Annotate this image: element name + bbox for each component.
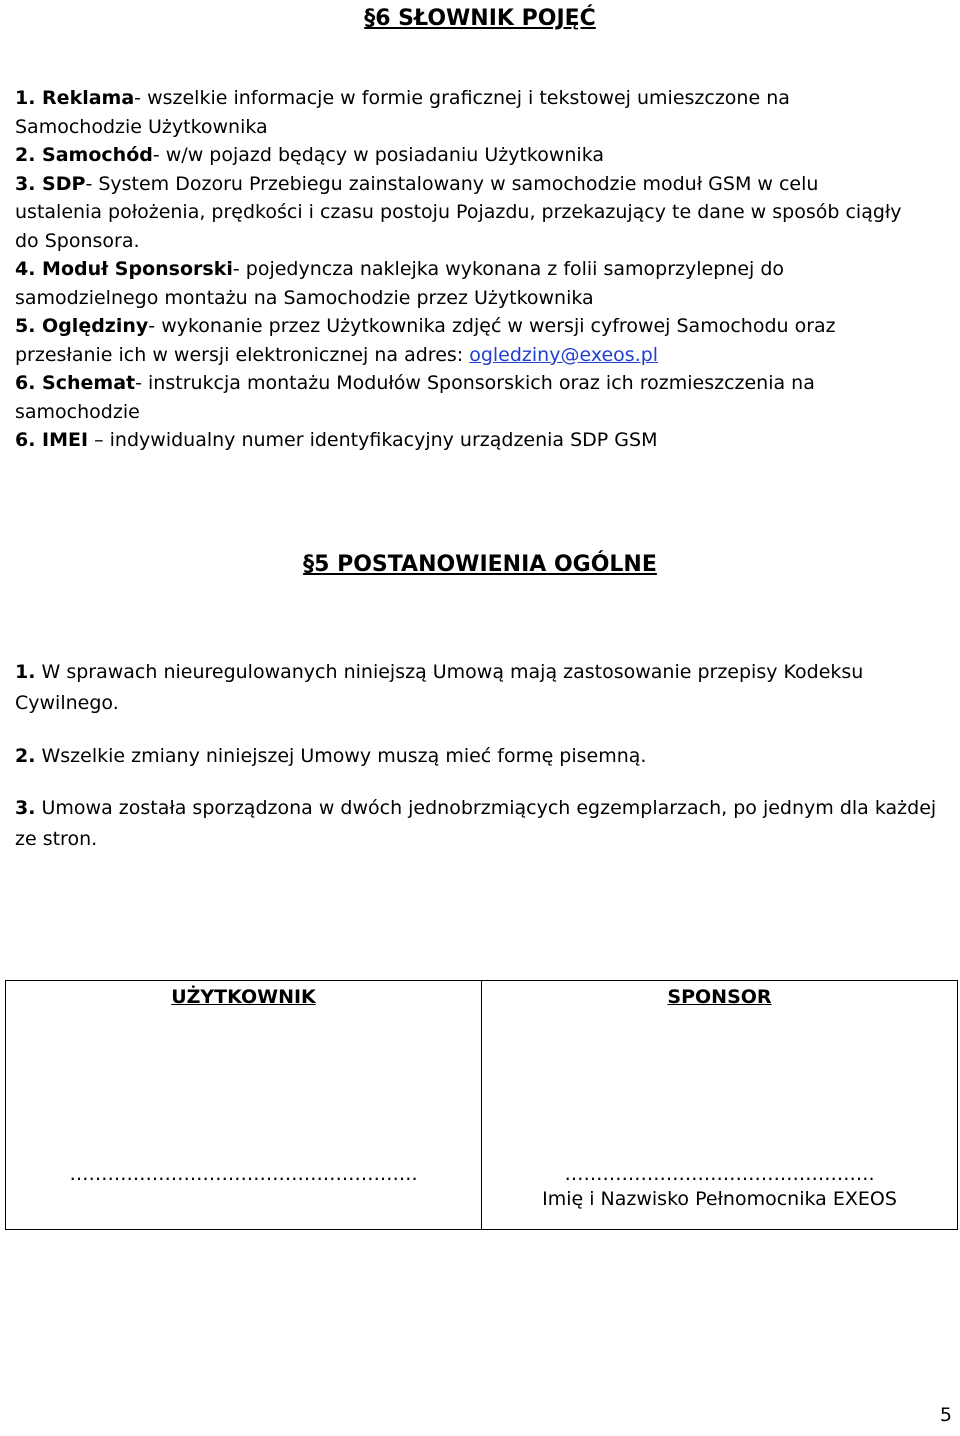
sponsor-signature-cell (482, 981, 958, 1230)
definition-line (15, 84, 950, 113)
user-signature-line: ………………………………………………. (69, 1163, 418, 1185)
section6-title: §6 SŁOWNIK POJĘĆ (364, 6, 596, 31)
definition-term: 3. SDP (15, 172, 86, 195)
definition-text: samodzielnego montażu na Samochodzie przez Użytkownika (15, 286, 594, 309)
sponsor-signature-line: …………………………………………. (564, 1163, 875, 1185)
definition-text: – indywidualny numer identyfikacyjny urządzenia SDP GSM (88, 429, 658, 451)
definition-line (15, 369, 950, 398)
definition-line (15, 255, 950, 284)
definition-text: - pojedyncza naklejka wykonana z folii samoprzylepnej do (232, 258, 785, 280)
definition-text: samochodzie (15, 400, 140, 423)
definition-text: - w/w pojazd będący w posiadaniu Użytkownika (152, 144, 605, 166)
definition-text: przesłanie ich w wersji elektronicznej na adres: (15, 343, 470, 366)
definition-term: 4. Moduł Sponsorski (15, 258, 233, 280)
general-provision-1: 1. W sprawach nieuregulowanych niniejszą Umową mają zastosowanie przepisy Kodeksu Cywilnego. (15, 661, 864, 714)
definitions-list (15, 84, 950, 455)
definition-line (15, 141, 950, 170)
definition-text: Samochodzie Użytkownika (15, 115, 268, 138)
general-provision-3: 3. Umowa została sporządzona w dwóch jednobrzmiących egzemplarzach, po jednym dla każdej ze stron. (15, 797, 937, 850)
user-signature-header: UŻYTKOWNIK (171, 986, 316, 1008)
definition-term: 1. Reklama (15, 87, 135, 109)
definition-line (15, 284, 950, 313)
definition-term: 6. Schemat (15, 372, 136, 394)
user-signature-cell (6, 981, 482, 1230)
definition-term: 2. Samochód (15, 144, 153, 166)
page-number: 5 (939, 1404, 952, 1426)
definition-line (15, 170, 950, 199)
email-link[interactable]: ogledziny@exeos.pl (469, 343, 659, 366)
definition-term: 6. IMEI (15, 429, 89, 451)
section5-title: §5 POSTANOWIENIA OGÓLNE (303, 552, 657, 577)
definition-text: ustalenia położenia, prędkości i czasu postoju Pojazdu, przekazujący te dane w sposób ciągły (15, 201, 902, 223)
signature-table (5, 980, 958, 1230)
definition-line (15, 198, 950, 227)
definition-line (15, 113, 950, 142)
definition-line (15, 398, 950, 427)
definition-line (15, 426, 950, 455)
definition-text: - wykonanie przez Użytkownika zdjęć w wersji cyfrowej Samochodu oraz (148, 315, 836, 337)
general-provision-2: 2. Wszelkie zmiany niniejszej Umowy muszą mieć formę pisemną. (15, 745, 647, 767)
definition-line (15, 341, 950, 370)
sponsor-signature-caption: Imię i Nazwisko Pełnomocnika EXEOS (542, 1188, 897, 1210)
definition-line (15, 227, 950, 256)
definition-term: 5. Oględziny (15, 315, 149, 337)
definition-line (15, 312, 950, 341)
definition-text: - instrukcja montażu Modułów Sponsorskich oraz ich rozmieszczenia na (135, 372, 815, 394)
sponsor-signature-header: SPONSOR (667, 986, 772, 1008)
definition-text: do Sponsora. (15, 229, 140, 252)
definition-text: - wszelkie informacje w formie graficznej i tekstowej umieszczone na (134, 87, 790, 109)
definition-text: - System Dozoru Przebiegu zainstalowany w samochodzie moduł GSM w celu (85, 172, 819, 195)
